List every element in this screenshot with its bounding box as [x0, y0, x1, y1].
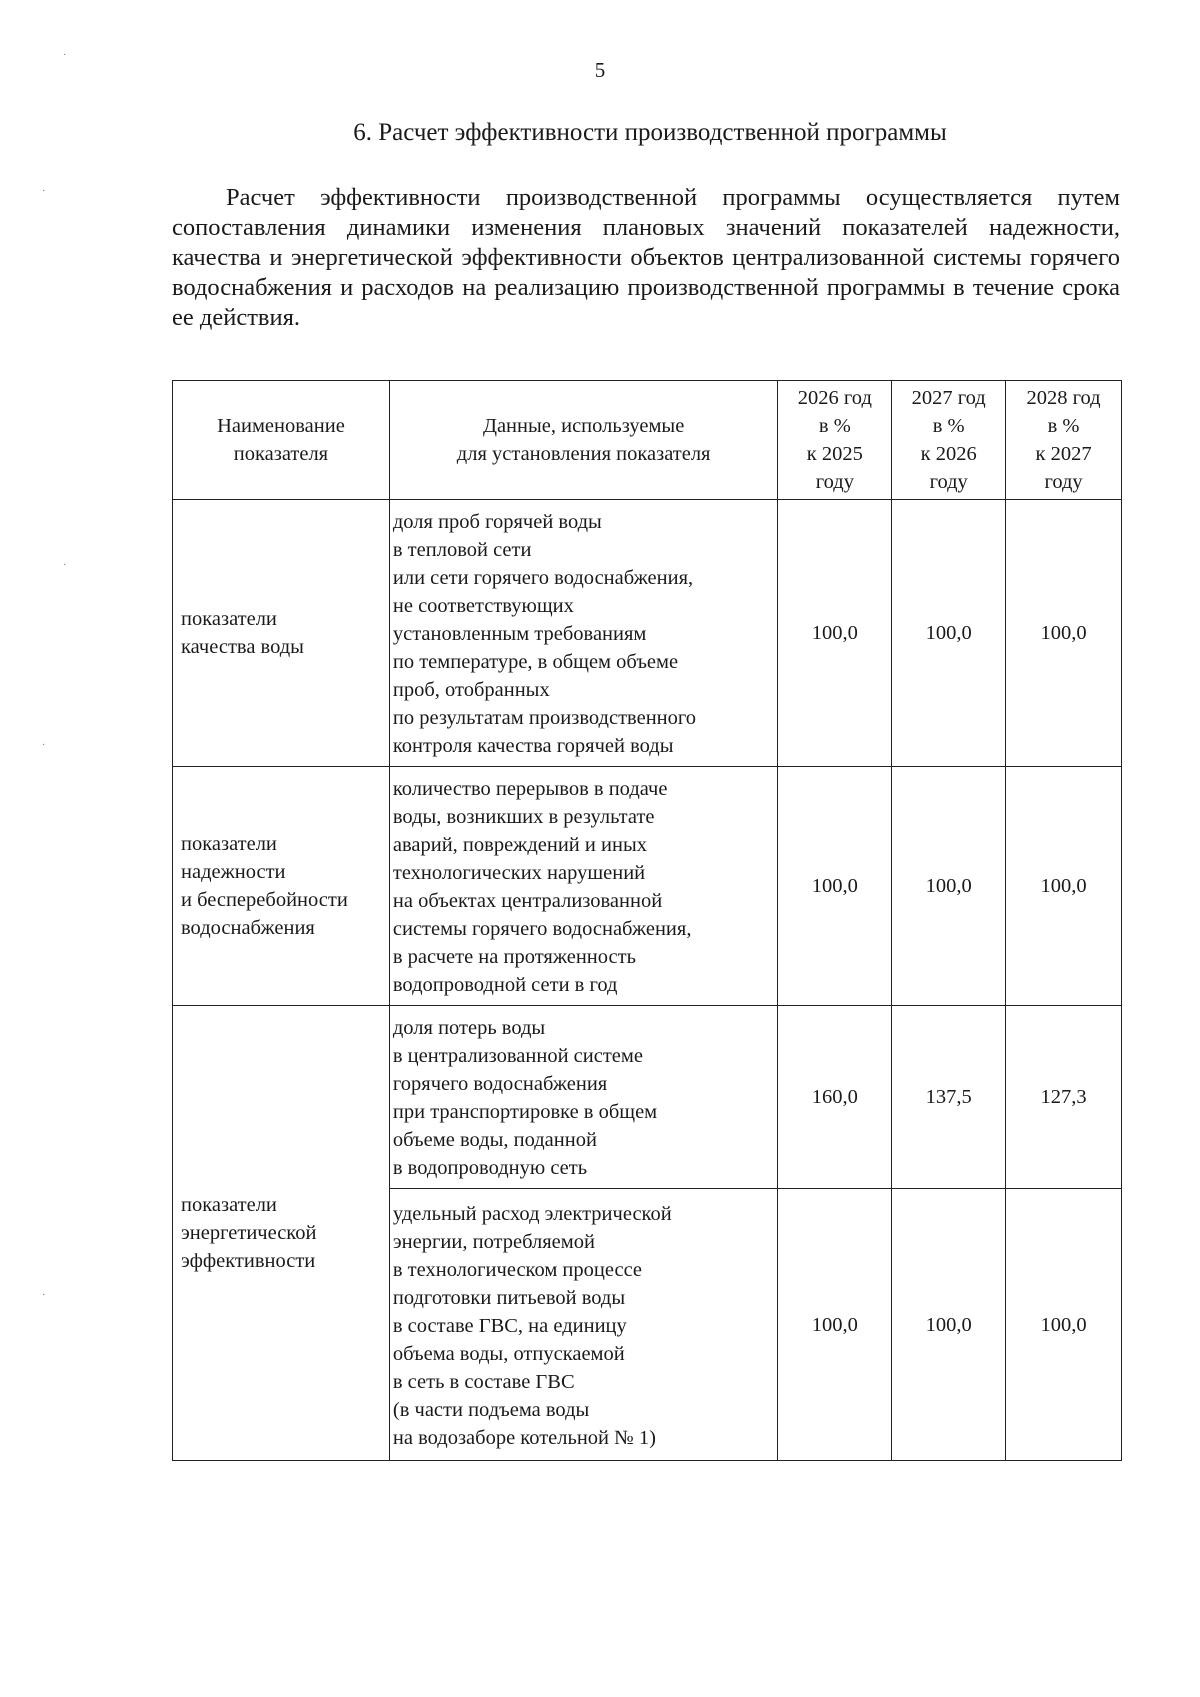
- value-2026: 100,0: [778, 500, 892, 767]
- value-2028: 100,0: [1006, 1189, 1122, 1461]
- indicator-name-water-quality: показатели качества воды: [173, 500, 390, 767]
- value-2027: 137,5: [892, 1006, 1006, 1189]
- header-year-2028: 2028 год в % к 2027 году: [1006, 381, 1122, 500]
- header-indicator-data: Данные, используемые для установления показателя: [389, 381, 778, 500]
- value-2026: 160,0: [778, 1006, 892, 1189]
- value-2026: 100,0: [778, 1189, 892, 1461]
- indicator-data-water-losses: доля потерь воды в централизованной системе горячего водоснабжения при транспортировке в общем объеме воды, поданной в водопроводную сеть: [389, 1006, 778, 1189]
- scan-dot: ·: [42, 740, 46, 751]
- header-year-2027: 2027 год в % к 2026 году: [892, 381, 1006, 500]
- header-year-2026: 2026 год в % к 2025 году: [778, 381, 892, 500]
- table-row-reliability: [173, 767, 1122, 1006]
- page-number: 5: [594, 58, 606, 82]
- indicator-data-water-quality: доля проб горячей воды в тепловой сети или сети горячего водоснабжения, не соответствующих установленным требованиям по температуре, в общем объеме проб, отобранных по результатам производственного контроля качества горячей воды: [389, 500, 778, 767]
- table-row-water-losses: [173, 1006, 1122, 1189]
- section-title: 6. Расчет эффективности производственной программы: [353, 119, 947, 146]
- indicator-data-electric-energy: удельный расход электрической энергии, потребляемой в технологическом процессе подготовки питьевой воды в составе ГВС, на единицу объема воды, отпускаемой в сеть в составе ГВС (в части подъема воды на водозаборе котельной № 1): [389, 1189, 778, 1461]
- indicator-data-reliability: количество перерывов в подаче воды, возникших в результате аварий, повреждений и иных технологических нарушений на объектах централизованной системы горячего водоснабжения, в расчете на протяженность водопроводной сети в год: [389, 767, 778, 1006]
- scan-dot: ·: [63, 50, 67, 61]
- indicator-name-energy-efficiency: показатели энергетической эффективности: [173, 1006, 390, 1461]
- scan-dot: ·: [42, 186, 46, 197]
- value-2028: 127,3: [1006, 1006, 1122, 1189]
- intro-paragraph: Расчет эффективности производственной программы осуществляется путем сопоставления динамики изменения плановых значений показателей надежности, качества и энергетической эффективности объектов централизованной системы горячего водоснабжения и расходов на реализацию производственной программы в течение срока ее действия.: [172, 184, 1120, 331]
- indicators-table: [172, 380, 1122, 1461]
- indicator-name-reliability: показатели надежности и бесперебойности водоснабжения: [173, 767, 390, 1006]
- value-2028: 100,0: [1006, 767, 1122, 1006]
- table-header-row: [173, 381, 1122, 500]
- table-row-water-quality: [173, 500, 1122, 767]
- value-2027: 100,0: [892, 1189, 1006, 1461]
- value-2027: 100,0: [892, 500, 1006, 767]
- scan-dot: ·: [63, 560, 67, 571]
- scan-dot: ·: [42, 1290, 46, 1301]
- value-2026: 100,0: [778, 767, 892, 1006]
- header-indicator-name: Наименование показателя: [173, 381, 390, 500]
- value-2027: 100,0: [892, 767, 1006, 1006]
- value-2028: 100,0: [1006, 500, 1122, 767]
